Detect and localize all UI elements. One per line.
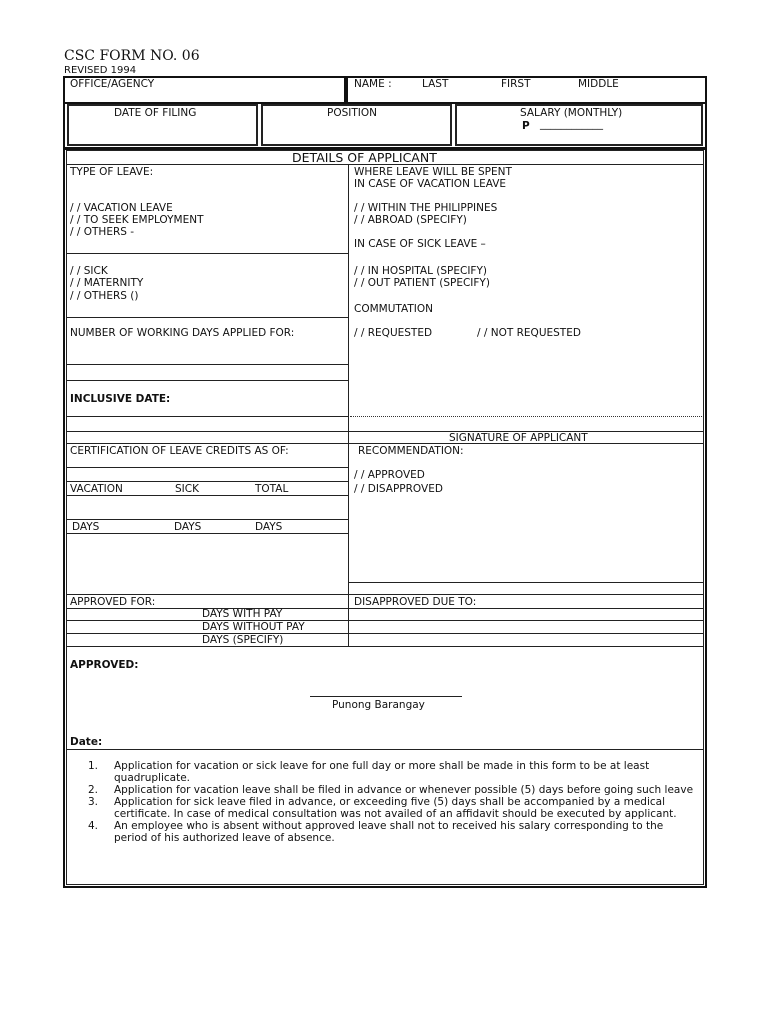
form-number: CSC FORM NO. 06 bbox=[64, 48, 200, 64]
name-last-label: LAST bbox=[422, 78, 449, 90]
instruction-item: 4. An employee who is absent without approved leave shall not to received his salary corresponding to the period of his authorized leave of absence. bbox=[88, 820, 664, 844]
option-in-hospital[interactable]: / / IN HOSPITAL (SPECIFY) bbox=[354, 265, 487, 277]
option-seek-employment[interactable]: / / TO SEEK EMPLOYMENT bbox=[70, 214, 204, 226]
salary-line: ____________ bbox=[540, 118, 603, 130]
instruction-item: 3. Application for sick leave filed in advance, or exceeding five (5) days shall be accompanied by a medical certificate. In case of medical consultation was not availed of an affidavit should be executed by applicant. bbox=[88, 796, 677, 820]
credits-col-vacation: VACATION bbox=[70, 483, 123, 495]
disapproved-due-label: DISAPPROVED DUE TO: bbox=[354, 596, 477, 608]
divider bbox=[66, 364, 348, 365]
recommendation-label: RECOMMENDATION: bbox=[358, 445, 464, 457]
divider bbox=[66, 467, 348, 468]
divider bbox=[66, 633, 704, 634]
option-disapproved[interactable]: / / DISAPPROVED bbox=[354, 483, 443, 495]
inclusive-date-label: INCLUSIVE DATE: bbox=[70, 393, 171, 405]
divider bbox=[66, 380, 348, 381]
peso-sign: P bbox=[522, 120, 530, 132]
option-not-requested[interactable]: / / NOT REQUESTED bbox=[477, 327, 581, 339]
where-spent-label: WHERE LEAVE WILL BE SPENT bbox=[354, 166, 512, 178]
option-sick[interactable]: / / SICK bbox=[70, 265, 108, 277]
divider bbox=[66, 416, 348, 417]
form-revision: REVISED 1994 bbox=[64, 65, 137, 76]
credits-days-total: DAYS bbox=[255, 521, 283, 533]
option-abroad[interactable]: / / ABROAD (SPECIFY) bbox=[354, 214, 467, 226]
divider bbox=[66, 608, 704, 609]
days-specify-label: DAYS (SPECIFY) bbox=[202, 634, 284, 646]
option-approved[interactable]: / / APPROVED bbox=[354, 469, 425, 481]
type-of-leave-label: TYPE OF LEAVE: bbox=[70, 166, 154, 178]
credits-col-total: TOTAL bbox=[255, 483, 289, 495]
divider bbox=[66, 481, 348, 482]
divider bbox=[66, 317, 348, 318]
case-vacation-label: IN CASE OF VACATION LEAVE bbox=[354, 178, 507, 190]
name-label: NAME : bbox=[354, 78, 392, 90]
position-label: POSITION bbox=[327, 107, 377, 119]
salary-label: SALARY (MONTHLY) bbox=[520, 107, 623, 119]
option-others-sick[interactable]: / / OTHERS () bbox=[70, 290, 139, 302]
divider bbox=[66, 620, 704, 621]
working-days-label: NUMBER OF WORKING DAYS APPLIED FOR: bbox=[70, 327, 295, 339]
approved-label: APPROVED: bbox=[70, 659, 139, 671]
office-agency-label: OFFICE/AGENCY bbox=[70, 78, 155, 90]
days-with-pay-label: DAYS WITH PAY bbox=[202, 608, 283, 620]
divider bbox=[66, 594, 704, 595]
divider bbox=[66, 749, 704, 750]
option-requested[interactable]: / / REQUESTED bbox=[354, 327, 433, 339]
instructions-list bbox=[88, 760, 698, 844]
commutation-label: COMMUTATION bbox=[354, 303, 433, 315]
divider bbox=[66, 495, 348, 496]
signatory-name: Punong Barangay bbox=[332, 699, 425, 711]
credits-days-sick: DAYS bbox=[174, 521, 202, 533]
divider bbox=[66, 253, 348, 254]
date-label: Date: bbox=[70, 736, 103, 748]
divider bbox=[66, 431, 704, 432]
option-maternity[interactable]: / / MATERNITY bbox=[70, 277, 144, 289]
signature-dotted-line[interactable] bbox=[350, 416, 702, 417]
divider bbox=[66, 533, 348, 534]
option-within-philippines[interactable]: / / WITHIN THE PHILIPPINES bbox=[354, 202, 498, 214]
option-out-patient[interactable]: / / OUT PATIENT (SPECIFY) bbox=[354, 277, 490, 289]
divider bbox=[66, 164, 704, 165]
credits-days-vacation: DAYS bbox=[72, 521, 100, 533]
divider bbox=[66, 646, 704, 647]
name-first-label: FIRST bbox=[501, 78, 531, 90]
option-others-vacation[interactable]: / / OTHERS - bbox=[70, 226, 135, 238]
divider bbox=[348, 582, 704, 583]
center-divider bbox=[348, 164, 349, 646]
divider bbox=[66, 443, 704, 444]
signature-label: SIGNATURE OF APPLICANT bbox=[449, 432, 588, 444]
divider bbox=[66, 519, 348, 520]
days-without-pay-label: DAYS WITHOUT PAY bbox=[202, 621, 305, 633]
option-vacation-leave[interactable]: / / VACATION LEAVE bbox=[70, 202, 173, 214]
credits-col-sick: SICK bbox=[175, 483, 199, 495]
signatory-line[interactable] bbox=[310, 696, 462, 697]
details-title: DETAILS OF APPLICANT bbox=[292, 150, 437, 165]
instruction-item: 2. Application for vacation leave shall be filed in advance or whenever possible (5) days before going such leave bbox=[88, 784, 694, 796]
leave-credits-label: CERTIFICATION OF LEAVE CREDITS AS OF: bbox=[70, 445, 289, 457]
date-filing-label: DATE OF FILING bbox=[114, 107, 197, 119]
name-middle-label: MIDDLE bbox=[578, 78, 619, 90]
approved-for-label: APPROVED FOR: bbox=[70, 596, 156, 608]
instruction-item: 1. Application for vacation or sick leave for one full day or more shall be made in this form to be at least quadruplicate. bbox=[88, 760, 650, 784]
case-sick-label: IN CASE OF SICK LEAVE – bbox=[354, 238, 486, 250]
